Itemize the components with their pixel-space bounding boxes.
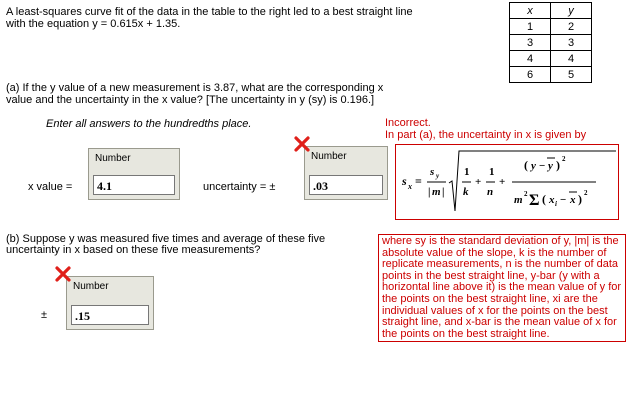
svg-text:i: i xyxy=(555,200,557,208)
part-b-line-2: uncertainty in x based on these five measurements? xyxy=(6,244,261,256)
table-row xyxy=(510,19,592,35)
data-table xyxy=(509,2,592,83)
table-cell: 3 xyxy=(510,35,551,51)
svg-text:m: m xyxy=(432,186,441,198)
table-row xyxy=(510,35,592,51)
svg-text:): ) xyxy=(556,158,560,172)
table-header-y: y xyxy=(551,3,592,19)
x-value-input[interactable]: 4.1 xyxy=(93,175,175,195)
incorrect-x-icon xyxy=(294,136,310,152)
problem-line-2: with the equation y = 0.615x + 1.35. xyxy=(6,18,181,30)
svg-text:x: x xyxy=(549,194,555,206)
svg-text:−: − xyxy=(560,194,567,206)
feedback-message: In part (a), the uncertainty in x is given by xyxy=(385,129,587,141)
table-row xyxy=(510,67,592,83)
svg-text:x: x xyxy=(408,182,412,191)
table-cell: 4 xyxy=(551,51,592,67)
part-b-question xyxy=(6,234,378,256)
feedback-area xyxy=(385,117,586,141)
svg-text:x: x xyxy=(570,194,576,206)
uncertainty-widget xyxy=(304,146,388,200)
uncertainty-label: uncertainty = ± xyxy=(203,181,276,193)
part-b-uncertainty-input[interactable]: .15 xyxy=(71,305,149,325)
svg-text:s: s xyxy=(402,174,407,188)
incorrect-status: Incorrect. xyxy=(385,117,431,129)
x-value-label: x value = xyxy=(28,181,73,193)
svg-text:): ) xyxy=(578,192,582,206)
incorrect-x-icon xyxy=(55,266,71,282)
formula-graphic xyxy=(396,145,618,219)
part-a-line-2: value and the uncertainty in the x value? [The uncertainty in y (sy) is 0.196.] xyxy=(6,94,375,106)
x-number-label: Number xyxy=(95,153,131,164)
svg-text:1: 1 xyxy=(464,166,470,178)
problem-line-1: A least-squares curve fit of the data in the table to the right led to a best straight line xyxy=(6,6,413,18)
part-b-widget xyxy=(66,276,154,330)
uncertainty-formula xyxy=(395,144,619,220)
table-cell: 2 xyxy=(551,19,592,35)
part-b-line-1: (b) Suppose y was measured five times and average of these five xyxy=(6,234,326,245)
svg-text:(: ( xyxy=(524,158,528,172)
svg-text:(: ( xyxy=(542,192,546,206)
svg-text:y: y xyxy=(436,172,440,180)
svg-text:2: 2 xyxy=(584,189,588,197)
x-value-widget xyxy=(88,148,180,200)
problem-statement xyxy=(6,6,498,30)
table-cell: 4 xyxy=(510,51,551,67)
svg-text:2: 2 xyxy=(524,190,528,198)
uncertainty-number-label: Number xyxy=(311,151,347,162)
table-cell: 3 xyxy=(551,35,592,51)
table-row xyxy=(510,51,592,67)
svg-text:2: 2 xyxy=(562,155,566,163)
svg-text:=: = xyxy=(415,174,422,188)
svg-text:Σ: Σ xyxy=(529,192,540,209)
svg-text:s: s xyxy=(430,166,435,178)
table-cell: 5 xyxy=(551,67,592,83)
instructions: Enter all answers to the hundredths place. xyxy=(46,118,252,130)
table-header-x: x xyxy=(510,3,551,19)
uncertainty-input[interactable]: .03 xyxy=(309,175,383,195)
svg-text:|: | xyxy=(442,186,445,198)
table-cell: 6 xyxy=(510,67,551,83)
svg-text:1: 1 xyxy=(489,166,495,178)
plus-minus-label: ± xyxy=(41,309,48,321)
table-header-row xyxy=(510,3,592,19)
svg-text:+: + xyxy=(499,176,506,188)
svg-text:+: + xyxy=(475,176,482,188)
part-b-number-label: Number xyxy=(73,281,109,292)
svg-text:k: k xyxy=(463,186,469,198)
svg-text:|: | xyxy=(428,186,431,198)
feedback-explanation: where sy is the standard deviation of y, |m| is the absolute value of the slope, k is the number of replicate measurements, n is the number of data points in the best straight line, y-bar (y with a horizontal line above it) is the mean value of y for the points on the best straight line, xi are the individual values of x for the points on the best straight line, and x-bar is the mean value of x for the points on the best straight line. xyxy=(378,234,626,342)
svg-text:−: − xyxy=(539,160,546,172)
svg-text:m: m xyxy=(514,194,523,206)
part-a-line-1: (a) If the y value of a new measurement is 3.87, what are the corresponding x xyxy=(6,82,384,94)
part-a-question xyxy=(6,82,476,106)
svg-text:y: y xyxy=(548,160,553,172)
svg-text:n: n xyxy=(487,186,494,198)
table-cell: 1 xyxy=(510,19,551,35)
svg-text:y: y xyxy=(531,160,536,172)
